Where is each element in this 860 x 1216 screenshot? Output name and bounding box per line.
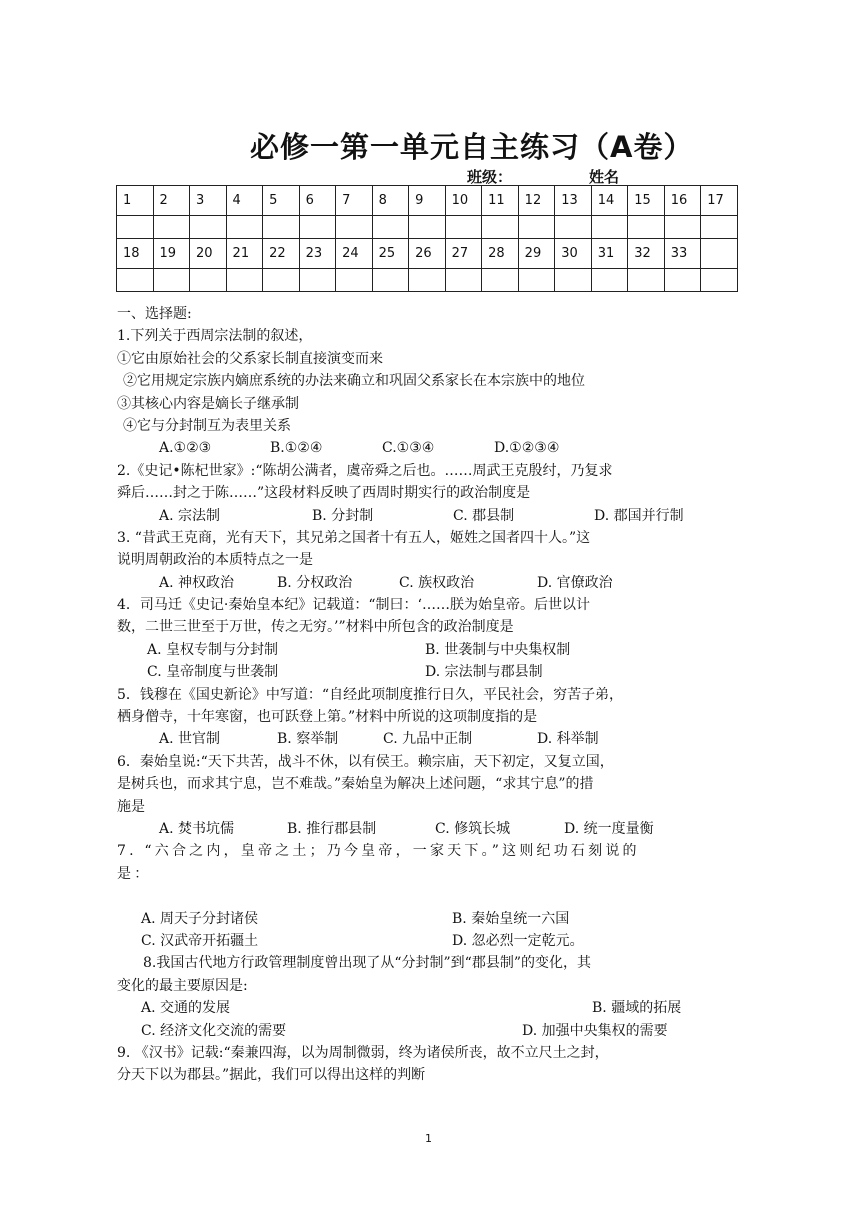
question-number-cell: 3 — [190, 186, 227, 216]
question-number-cell: 24 — [336, 239, 373, 269]
answer-cell — [117, 269, 154, 292]
answer-cell — [263, 269, 300, 292]
answer-cell — [555, 216, 592, 239]
question-number-cell: 21 — [226, 239, 263, 269]
question-number-cell: 1 — [117, 186, 154, 216]
q6-stem-line-1: 6．秦始皇说:“天下共苦，战斗不休，以有侯王。赖宗庙，天下初定，又复立国， — [117, 753, 614, 770]
q1-option-a: A.①②③ — [159, 440, 212, 457]
question-number-cell: 27 — [445, 239, 482, 269]
q5-option-c: C. 九品中正制 — [383, 731, 473, 748]
q6-option-b: B. 推行郡县制 — [287, 820, 377, 837]
answer-cell — [518, 216, 555, 239]
question-number-cell: 23 — [299, 239, 336, 269]
q3-stem-line-2: 说明周朝政治的本质特点之一是 — [117, 552, 313, 569]
q8-option-a: A. 交通的发展 — [141, 1000, 231, 1017]
q6-option-a: A. 焚书坑儒 — [159, 820, 235, 837]
question-number-cell: 30 — [555, 239, 592, 269]
answer-cell — [591, 216, 628, 239]
question-number-cell — [701, 239, 738, 269]
q2-option-c: C. 郡县制 — [453, 507, 515, 524]
q3-option-b: B. 分权政治 — [277, 574, 353, 591]
answer-cell — [628, 269, 665, 292]
section-heading: 一、选择题: — [117, 306, 192, 322]
answer-cell — [372, 216, 409, 239]
question-number-cell: 25 — [372, 239, 409, 269]
q1-statement-2: ②它用规定宗族内嫡庶系统的办法来确立和巩固父系家长在本宗族中的地位 — [123, 373, 585, 390]
answer-cell — [409, 216, 446, 239]
answer-number-row — [117, 186, 738, 216]
q5-stem-line-2: 栖身僧寺，十年寒窗，也可跃登上第。”材料中所说的这项制度指的是 — [117, 709, 538, 726]
answer-cell — [153, 216, 190, 239]
question-number-cell: 18 — [117, 239, 154, 269]
page-number: 1 — [425, 1132, 432, 1145]
question-number-cell: 31 — [591, 239, 628, 269]
q2-option-b: B. 分封制 — [312, 507, 374, 524]
q8-option-b: B. 疆域的拓展 — [592, 1000, 682, 1017]
question-number-cell: 17 — [701, 186, 738, 216]
answer-cell — [409, 269, 446, 292]
q7-option-c: C. 汉武帝开拓疆土 — [141, 932, 259, 949]
q7-option-a: A. 周天子分封诸侯 — [141, 910, 259, 927]
question-number-cell: 8 — [372, 186, 409, 216]
answer-cell — [664, 269, 701, 292]
q1-options — [117, 437, 739, 459]
q4-stem-line-1: 4．司马迁《史记·秦始皇本纪》记载道：“制曰：‘……朕为始皇帝。后世以计 — [117, 597, 590, 614]
q7-option-d: D. 忽必烈一定乾元。 — [452, 932, 584, 949]
q4-stem-line-2: 数，二世三世至于万世，传之无穷。’”材料中所包含的政治制度是 — [117, 619, 514, 636]
answer-cell — [482, 216, 519, 239]
question-number-cell: 2 — [153, 186, 190, 216]
question-number-cell: 13 — [555, 186, 592, 216]
q6-options — [117, 818, 739, 840]
answer-cell — [336, 216, 373, 239]
q8-options-row-1 — [117, 997, 739, 1019]
answer-number-row — [117, 239, 738, 269]
answer-blank-row — [117, 216, 738, 239]
q1-statement-4: ④它与分封制互为表里关系 — [123, 417, 291, 434]
q3-option-c: C. 族权政治 — [399, 574, 475, 591]
q5-option-a: A. 世官制 — [159, 731, 221, 748]
question-number-cell: 28 — [482, 239, 519, 269]
q8-option-c: C. 经济文化交流的需要 — [141, 1022, 287, 1039]
answer-cell — [482, 269, 519, 292]
question-number-cell: 26 — [409, 239, 446, 269]
answer-cell — [153, 269, 190, 292]
q6-option-c: C. 修筑长城 — [435, 820, 511, 837]
answer-cell — [190, 216, 227, 239]
answer-cell — [336, 269, 373, 292]
q2-options — [117, 505, 739, 527]
q4-options-row-2 — [117, 661, 739, 683]
q1-option-b: B.①②④ — [270, 440, 323, 457]
q4-option-d: D. 宗法制与郡县制 — [425, 664, 543, 681]
answer-cell — [701, 269, 738, 292]
answer-cell — [628, 216, 665, 239]
q9-stem-line-1: 9. 《汉书》记载:“秦兼四海，以为周制微弱，终为诸侯所丧，故不立尺土之封， — [117, 1044, 609, 1061]
q2-option-d: D. 郡国并行制 — [594, 507, 684, 524]
page-title: 必修一第一单元自主练习（A卷） — [250, 130, 694, 164]
q3-stem-line-1: 3. “昔武王克商，光有天下，其兄弟之国者十有五人，姬姓之国者四十人。”这 — [117, 529, 591, 546]
answer-cell — [299, 216, 336, 239]
q6-option-d: D. 统一度量衡 — [564, 820, 654, 837]
q1-stem: 1.下列关于西周宗法制的叙述， — [117, 328, 313, 345]
q6-stem-line-3: 施是 — [117, 798, 145, 815]
q7-options-row-2 — [117, 930, 739, 952]
question-section — [117, 303, 739, 1087]
q5-options — [117, 728, 739, 750]
q2-option-a: A. 宗法制 — [159, 507, 221, 524]
answer-cell — [445, 269, 482, 292]
q9-stem-line-2: 分天下以为郡县。”据此，我们可以得出这样的判断 — [117, 1067, 426, 1084]
answer-cell — [555, 269, 592, 292]
q7-stem-line-2: 是： — [117, 865, 152, 882]
q3-option-a: A. 神权政治 — [159, 574, 235, 591]
question-number-cell: 12 — [518, 186, 555, 216]
question-number-cell: 20 — [190, 239, 227, 269]
answer-cell — [263, 216, 300, 239]
q5-option-d: D. 科举制 — [537, 731, 599, 748]
answer-cell — [117, 216, 154, 239]
q8-stem-line-2: 变化的最主要原因是: — [117, 977, 248, 994]
answer-blank-row — [117, 269, 738, 292]
question-number-cell: 7 — [336, 186, 373, 216]
question-number-cell: 19 — [153, 239, 190, 269]
q3-option-d: D. 官僚政治 — [537, 574, 613, 591]
question-number-cell: 14 — [591, 186, 628, 216]
q8-stem-line-1: 8.我国古代地方行政管理制度曾出现了从“分封制”到“郡县制”的变化，其 — [143, 955, 591, 972]
q2-stem-line-2: 舜后……封之于陈……”这段材料反映了西周时期实行的政治制度是 — [117, 485, 531, 502]
q1-option-d: D.①②③④ — [494, 440, 560, 457]
question-number-cell: 9 — [409, 186, 446, 216]
question-number-cell: 32 — [628, 239, 665, 269]
q4-option-a: A. 皇权专制与分封制 — [147, 641, 279, 658]
q7-stem-line-1: 7. “六合之内，皇帝之土；乃今皇帝，一家天下。”这则纪功石刻说的 — [117, 843, 640, 860]
q7-options-row-1 — [117, 908, 739, 930]
question-number-cell: 33 — [664, 239, 701, 269]
q7-option-b: B. 秦始皇统一六国 — [452, 910, 570, 927]
question-number-cell: 11 — [482, 186, 519, 216]
class-label: 班级： — [467, 168, 513, 186]
answer-cell — [445, 216, 482, 239]
q4-option-b: B. 世袭制与中央集权制 — [425, 641, 571, 658]
q1-statement-3: ③其核心内容是嫡长子继承制 — [117, 395, 299, 412]
answer-cell — [226, 269, 263, 292]
q5-option-b: B. 察举制 — [277, 731, 339, 748]
answer-cell — [226, 216, 263, 239]
question-number-cell: 22 — [263, 239, 300, 269]
q5-stem-line-1: 5．钱穆在《国史新论》中写道：“自经此项制度推行日久，平民社会，穷苦子弟， — [117, 686, 624, 703]
answer-cell — [372, 269, 409, 292]
question-number-cell: 4 — [226, 186, 263, 216]
answer-cell — [591, 269, 628, 292]
name-label: 姓名 — [589, 168, 620, 186]
q8-options-row-2 — [117, 1020, 739, 1042]
q3-options — [117, 572, 739, 594]
question-number-cell: 16 — [664, 186, 701, 216]
answer-table — [116, 185, 738, 292]
answer-cell — [664, 216, 701, 239]
q1-statement-1: ①它由原始社会的父系家长制直接演变而来 — [117, 350, 383, 367]
question-number-cell: 10 — [445, 186, 482, 216]
answer-cell — [701, 216, 738, 239]
q4-options-row-1 — [117, 639, 739, 661]
q6-stem-line-2: 是树兵也，而求其宁息，岂不难哉。”秦始皇为解决上述问题，“求其宁息”的措 — [117, 776, 594, 793]
question-number-cell: 5 — [263, 186, 300, 216]
answer-cell — [299, 269, 336, 292]
question-number-cell: 6 — [299, 186, 336, 216]
q1-option-c: C.①③④ — [382, 440, 435, 457]
q8-option-d: D. 加强中央集权的需要 — [522, 1022, 668, 1039]
q2-stem-line-1: 2.《史记•陈杞世家》:“陈胡公满者，虞帝舜之后也。……周武王克殷纣，乃复求 — [117, 462, 613, 479]
answer-cell — [518, 269, 555, 292]
question-number-cell: 29 — [518, 239, 555, 269]
answer-cell — [190, 269, 227, 292]
q4-option-c: C. 皇帝制度与世袭制 — [147, 664, 279, 681]
question-number-cell: 15 — [628, 186, 665, 216]
